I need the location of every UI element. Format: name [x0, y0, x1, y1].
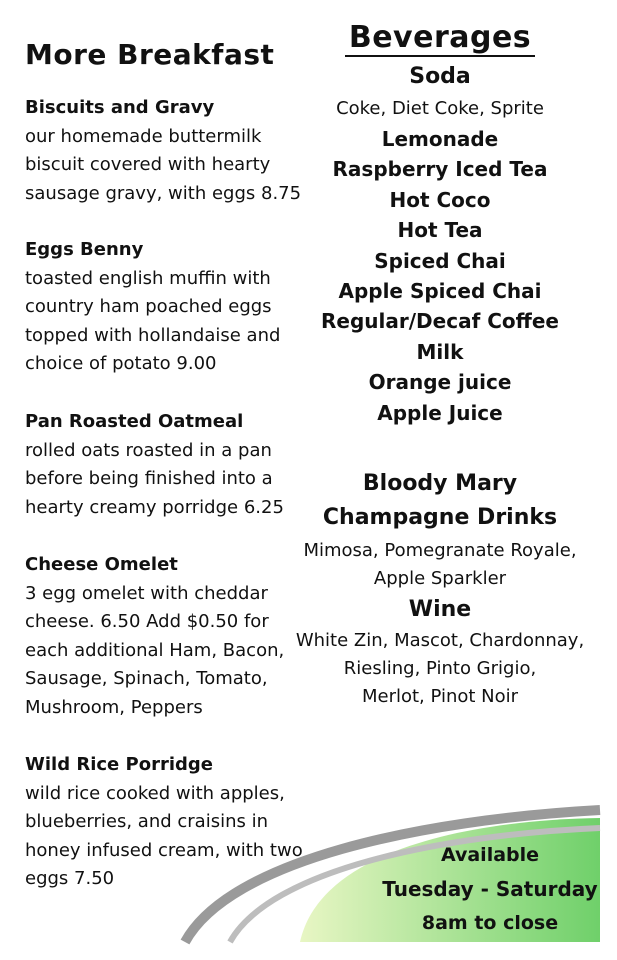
item-name: Eggs Benny [25, 239, 144, 260]
menu-item [25, 751, 325, 894]
drink-item: Apple Spiced Chai [338, 279, 542, 303]
drink-item: Hot Coco [389, 188, 491, 212]
item-description: toasted english muffin with country ham poached eggs topped with hollandaise and choice of potato 9.00 [25, 267, 281, 374]
wine-list: White Zin, Mascot, Chardonnay, Riesling, Pinto Grigio, Merlot, Pinot Noir [295, 630, 585, 707]
drink-item: Regular/Decaf Coffee [321, 309, 559, 333]
item-name: Wild Rice Porridge [25, 754, 213, 775]
item-description: wild rice cooked with apples, blueberries, and craisins in honey infused cream, with two eggs 7.50 [25, 782, 303, 889]
availability-badge [345, 838, 617, 940]
drink-item: Apple Juice [377, 401, 503, 425]
drink-item: Hot Tea [397, 218, 483, 242]
drink-item: Orange juice [368, 370, 512, 394]
soda-heading: Soda [409, 64, 471, 89]
section-title [295, 20, 585, 55]
item-name: Cheese Omelet [25, 554, 178, 575]
availability-line-3: 8am to close [421, 912, 559, 934]
item-description: 3 egg omelet with cheddar cheese. 6.50 Add $0.50 for each additional Ham, Bacon, Sausage, Spinach, Tomato, Mushroom, Peppers [25, 582, 285, 718]
item-name: Biscuits and Gravy [25, 97, 215, 118]
beverages-title: Beverages [345, 20, 535, 57]
drink-item: Milk [416, 340, 464, 364]
item-description: rolled oats roasted in a pan before being finished into a hearty creamy porridge 6.25 [25, 439, 284, 518]
drink-item: Lemonade [381, 127, 499, 151]
wine-heading: Wine [408, 597, 472, 622]
soda-list: Coke, Diet Coke, Sprite [336, 98, 544, 119]
menu-item [25, 236, 325, 379]
menu-item [25, 408, 325, 522]
item-name: Pan Roasted Oatmeal [25, 411, 244, 432]
item-description: our homemade buttermilk biscuit covered with hearty sausage gravy, with eggs 8.75 [25, 125, 302, 204]
menu-item [25, 94, 325, 208]
champagne-heading: Champagne Drinks [322, 505, 558, 530]
section-title: More Breakfast [25, 38, 275, 71]
availability-line-1: Available [440, 844, 540, 866]
menu-item [25, 551, 325, 722]
champagne-list: Mimosa, Pomegranate Royale, Apple Sparkler [303, 540, 577, 589]
bloody-mary-heading: Bloody Mary [362, 471, 518, 496]
drink-item: Spiced Chai [374, 249, 506, 273]
availability-line-2: Tuesday - Saturday [382, 877, 598, 901]
drink-item: Raspberry Iced Tea [332, 157, 548, 181]
